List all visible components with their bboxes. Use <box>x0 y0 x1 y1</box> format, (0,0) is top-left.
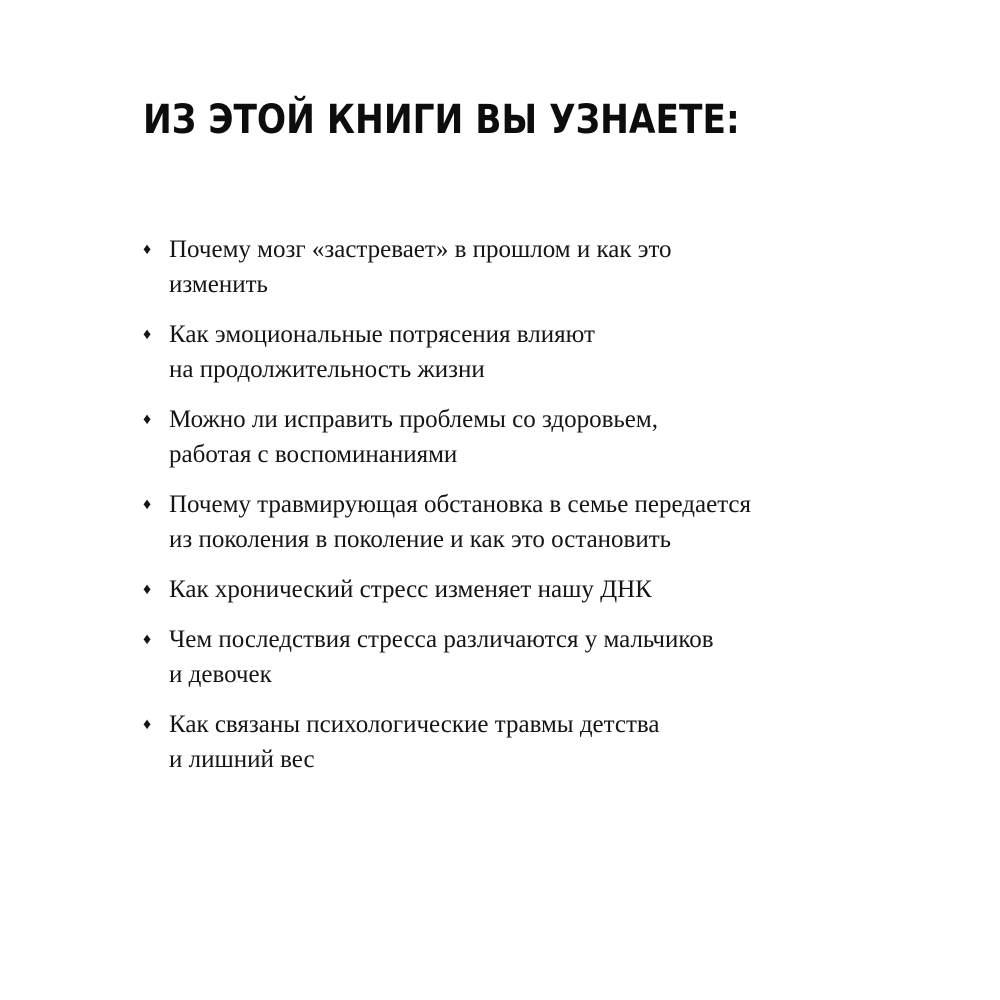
list-item-text: Почему мозг «застревает» в прошлом и как это <box>169 236 672 263</box>
diamond-bullet-icon: ♦ <box>143 631 152 648</box>
list-item <box>143 317 751 387</box>
diamond-bullet-icon: ♦ <box>143 411 152 428</box>
list-item-text: из поколения в поколение и как это остановить <box>169 526 672 553</box>
list-item-text: Как эмоциональные потрясения влияют <box>169 321 595 348</box>
list-item-text: изменить <box>169 271 268 298</box>
diamond-bullet-icon: ♦ <box>143 241 152 258</box>
list-item-text: Как связаны психологические травмы детства <box>169 711 660 738</box>
list-item-text: на продолжительность жизни <box>169 356 485 383</box>
list-item <box>143 487 751 557</box>
page-title: ИЗ ЭТОЙ КНИГИ ВЫ УЗНАЕТЕ: <box>143 97 740 143</box>
list-item-text: и девочек <box>169 661 272 688</box>
takeaways-list <box>143 232 751 792</box>
diamond-bullet-icon: ♦ <box>143 581 152 598</box>
diamond-bullet-icon: ♦ <box>143 326 152 343</box>
list-item-text: Почему травмирующая обстановка в семье передается <box>169 491 752 518</box>
list-item-text: Как хронический стресс изменяет нашу ДНК <box>169 576 652 603</box>
list-item <box>143 402 751 472</box>
list-item-text: работая с воспоминаниями <box>169 441 458 468</box>
list-item-text: Можно ли исправить проблемы со здоровьем, <box>169 406 658 433</box>
list-item <box>143 572 751 607</box>
list-item-text: Чем последствия стресса различаются у мальчиков <box>169 626 714 653</box>
diamond-bullet-icon: ♦ <box>143 496 152 513</box>
list-item <box>143 622 751 692</box>
diamond-bullet-icon: ♦ <box>143 716 152 733</box>
list-item <box>143 707 751 777</box>
list-item-text: и лишний вес <box>169 746 315 773</box>
list-item <box>143 232 751 302</box>
